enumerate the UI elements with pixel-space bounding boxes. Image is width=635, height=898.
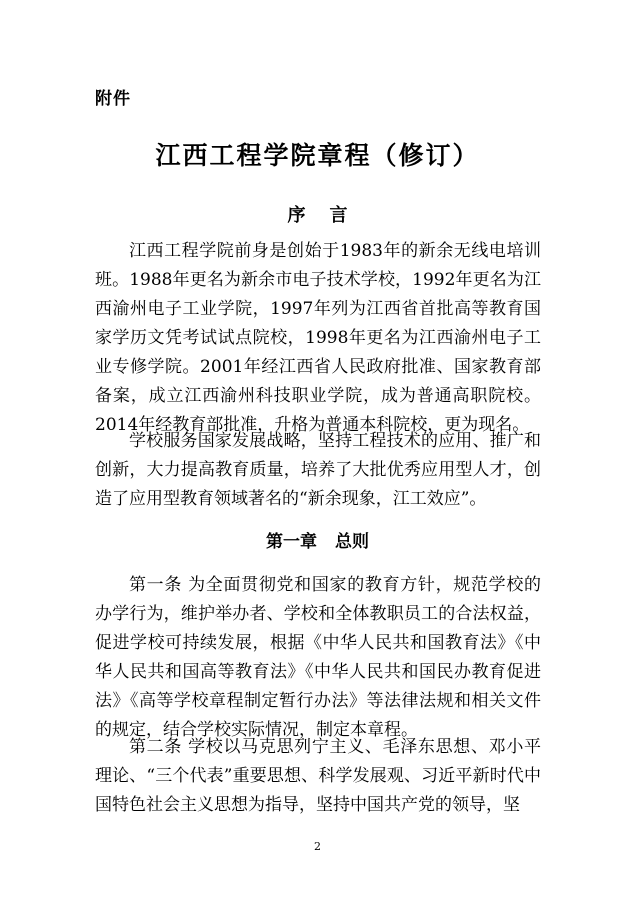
document-title: 江西工程学院章程（修订）	[155, 141, 480, 170]
preface-paragraph-2: 学校服务国家发展战略，坚持工程技术的应用、推广和创新，大力提高教育质量，培养了大批优秀应用型人才，创造了应用型教育领域著名的“新余现象，江工效应”。	[95, 431, 541, 509]
chapter-one-heading	[0, 527, 635, 552]
preface-heading-right: 言	[329, 205, 348, 226]
attachment-label: 附件	[95, 89, 131, 109]
preface-paragraph-1: 江西工程学院前身是创始于1983年的新余无线电培训班。1988年更名为新余市电子技术学校，1992年更名为江西渝州电子工业学院，1997年列为江西省首批高等教育国家学历文凭考试试点院校，1998年更名为江西渝州电子工业专修学院。2001年经江西省人民政府批准、国家教育部备案，成立江西渝州科技职业学院，成为普通高职院校。2014年经教育部批准，升格为普通本科院校，更为现名。	[95, 241, 541, 435]
chapter-one-number: 第一章	[266, 532, 317, 552]
page-number: 2	[314, 840, 321, 853]
article-2: 第二条 学校以马克思列宁主义、毛泽东思想、邓小平理论、“三个代表”重要思想、科学发展观、习近平新时代中国特色社会主义思想为指导，坚持中国共产党的领导，坚	[95, 737, 541, 815]
preface-heading	[0, 201, 635, 227]
article-1: 第一条 为全面贯彻党和国家的教育方针，规范学校的办学行为，维护举办者、学校和全体教职员工的合法权益，促进学校可持续发展，根据《中华人民共和国教育法》《中华人民共和国高等教育法》《中华人民共和国民办教育促进法》《高等学校章程制定暂行办法》等法律法规和相关文件的规定，结合学校实际情况，制定本章程。	[95, 575, 541, 740]
chapter-one-name: 总则	[335, 532, 369, 552]
preface-heading-left: 序	[287, 205, 306, 226]
